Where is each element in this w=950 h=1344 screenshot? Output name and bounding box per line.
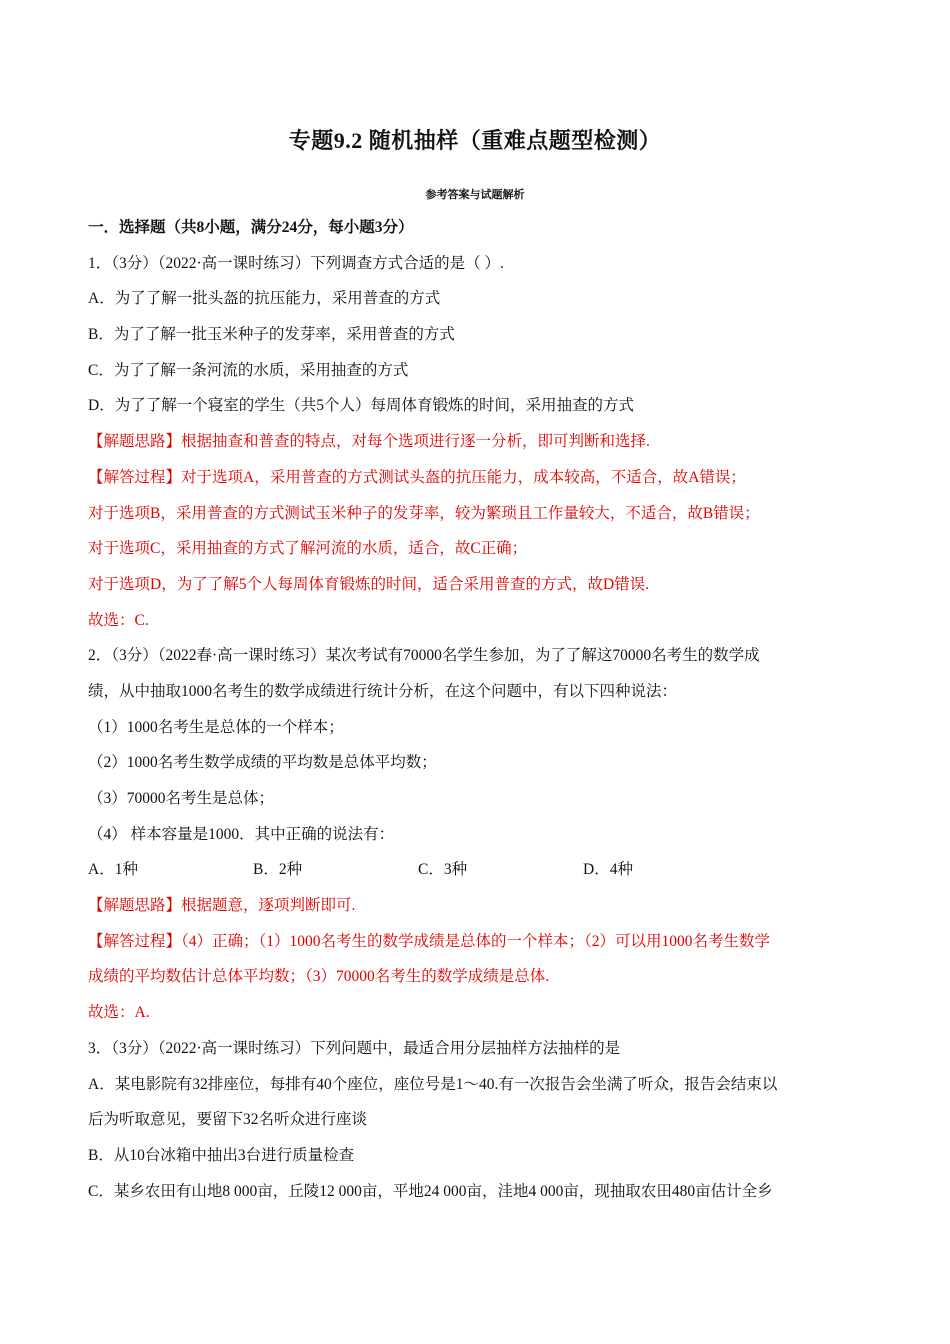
q2-option-b: B．2种 (253, 861, 303, 879)
q2-answer: 故选：A. (88, 1004, 150, 1022)
q1-option-b: B．为了了解一批玉米种子的发芽率，采用普查的方式 (88, 326, 455, 344)
q2-statement-4: （4） 样本容量是1000．其中正确的说法有： (88, 825, 395, 843)
q2-statement-3: （3）70000名考生是总体； (88, 790, 275, 807)
q3-option-a-1: A．某电影院有32排座位，每排有40个座位，座位号是1～40.有一次报告会坐满了听众，报告会结束以 (88, 1075, 778, 1093)
section-heading: 一．选择题（共8小题，满分24分，每小题3分） (88, 219, 414, 236)
q1-option-d: D．为了了解一个寝室的学生（共5个人）每周体育锻炼的时间，采用抽查的方式 (88, 397, 634, 415)
q1-option-c: C．为了了解一条河流的水质，采用抽查的方式 (88, 361, 409, 379)
q2-statement-2: （2）1000名考生数学成绩的平均数是总体平均数； (88, 754, 437, 772)
document-body (88, 210, 868, 1209)
q1-solution-process-1: 【解答过程】对于选项A，采用普查的方式测试头盔的抗压能力，成本较高，不适合，故A错误； (88, 468, 746, 486)
document-title: 专题9.2 随机抽样（重难点题型检测） (288, 128, 662, 153)
q1-option-a: A．为了了解一批头盔的抗压能力，采用普查的方式 (88, 290, 441, 308)
q2-stem-2: 绩，从中抽取1000名考生的数学成绩进行统计分析，在这个问题中，有以下四种说法： (88, 682, 678, 700)
q2-option-a: A．1种 (88, 861, 138, 879)
q1-solution-process-3: 对于选项C，采用抽查的方式了解河流的水质，适合，故C正确； (88, 540, 528, 558)
q2-solution-process-2: 成绩的平均数估计总体平均数；（3）70000名考生的数学成绩是总体. (88, 968, 550, 986)
q1-answer: 故选：C. (88, 611, 149, 629)
q1-solution-idea: 【解题思路】根据抽查和普查的特点，对每个选项进行逐一分析，即可判断和选择. (88, 433, 650, 451)
q2-stem-1: 2．（3分）（2022春·高一课时练习）某次考试有70000名学生参加，为了了解这70000名考生的数学成 (88, 647, 760, 665)
q1-solution-process-2: 对于选项B，采用普查的方式测试玉米种子的发芽率，较为繁琐且工作量较大，不适合，故B错误； (88, 504, 760, 522)
q1-stem: 1．（3分）（2022·高一课时练习）下列调查方式合适的是（ ）. (88, 254, 504, 272)
q2-option-c: C．3种 (418, 861, 468, 879)
document-subtitle: 参考答案与试题解析 (425, 189, 525, 201)
q1-solution-process-4: 对于选项D，为了了解5个人每周体育锻炼的时间，适合采用普查的方式，故D错误. (88, 575, 650, 593)
q2-solution-process-1: 【解答过程】（4）正确；（1）1000名考生的数学成绩是总体的一个样本；（2）可以用1000名考生数学 (88, 932, 771, 950)
q2-options (88, 852, 868, 888)
q3-option-c-1: C．某乡农田有山地8 000亩，丘陵12 000亩，平地24 000亩，洼地4 000亩，现抽取农田480亩估计全乡 (88, 1182, 773, 1200)
q2-statement-1: （1）1000名考生是总体的一个样本； (88, 718, 344, 736)
q2-solution-idea: 【解题思路】根据题意，逐项判断即可. (88, 897, 356, 915)
q3-option-b: B．从10台冰箱中抽出3台进行质量检查 (88, 1146, 355, 1164)
q2-option-d: D．4种 (583, 861, 633, 879)
q3-stem: 3．（3分）（2022·高一课时练习）下列问题中，最适合用分层抽样方法抽样的是 (88, 1039, 621, 1057)
q3-option-a-2: 后为听取意见，要留下32名听众进行座谈 (88, 1111, 368, 1129)
